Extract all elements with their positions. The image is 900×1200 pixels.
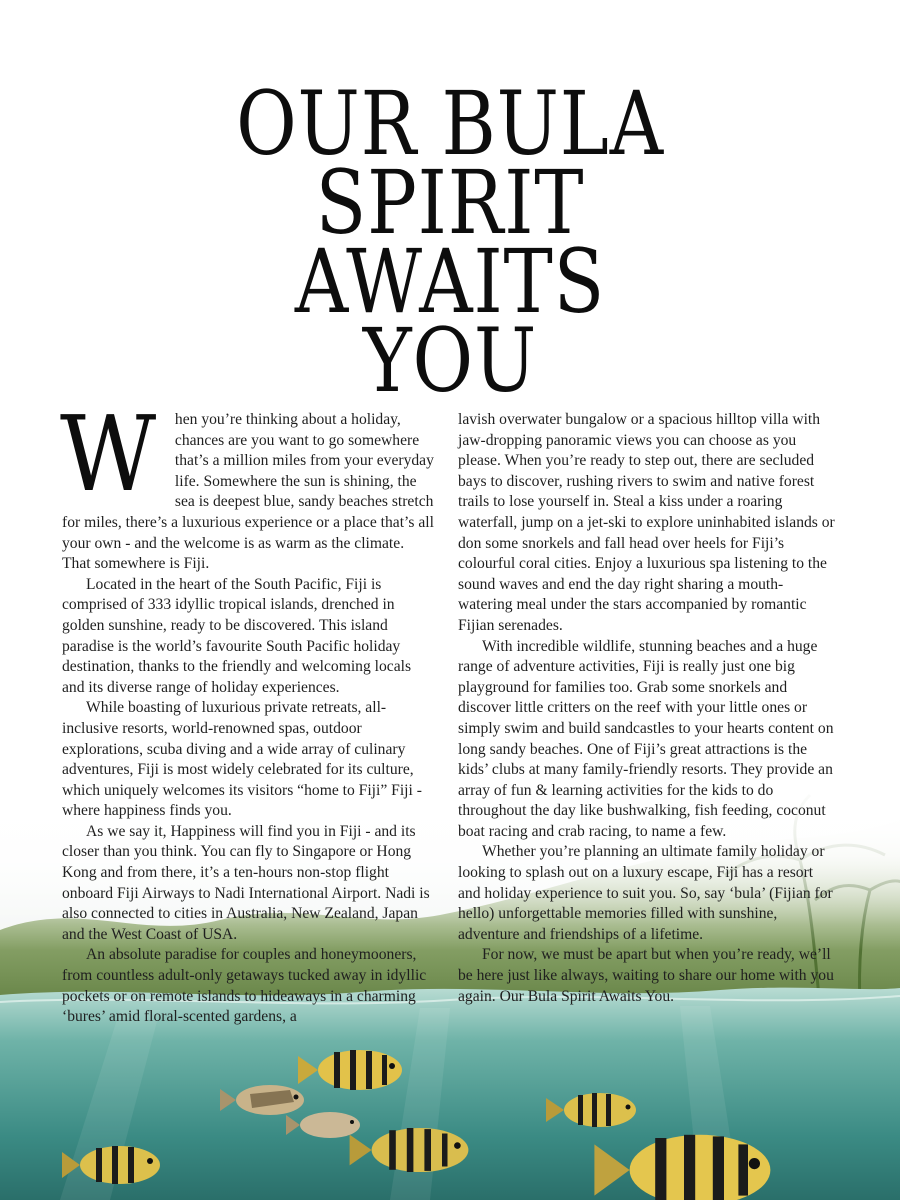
article-paragraph: While boasting of luxurious private retreats, all-inclusive resorts, world-renowned spas, outdoor explorations, scuba diving and a wide array of culinary adventures, Fiji is most widely celebrated for its culture, which uniquely welcomes its visitors “home to Fiji” Fiji - where happiness finds you.: [62, 699, 422, 820]
article-paragraph: Whether you’re planning an ultimate family holiday or looking to splash out on a luxury escape, Fiji has a resort and holiday experience to suit you. So, say ‘bula’ (Fijian for hello) unforgettable memories filled with sunshine, adventure and friendships of a lifetime.: [458, 843, 833, 943]
article-paragraph: Located in the heart of the South Pacific, Fiji is comprised of 333 idyllic tropical islands, drenched in golden sunshine, ready to be discovered. This island paradise is the world’s favourite South Pacific holiday destination, thanks to the friendly and welcoming locals and its diverse range of holiday experiences.: [62, 575, 412, 696]
drop-cap: W: [60, 393, 157, 515]
article-paragraph: lavish overwater bungalow or a spacious hilltop villa with jaw-dropping panoramic views you can choose as you please. When you’re ready to step out, there are secluded bays to discover, rushing rivers to swim and native forest trails to lose yourself in. Steal a kiss under a roaring waterfall, jump on a jet-ski to explore uninhabited islands or don some snorkels and fall head over heels for Fiji’s colourful coral cities. Enjoy a luxurious spa listening to the sound waves and end the day right sharing a mouth-watering meal under the stars accompanied by romantic Fijian serenades.: [458, 411, 835, 634]
article-column-left: [60, 393, 436, 1028]
article-paragraph: As we say it, Happiness will find you in Fiji - and its closer than you think. You can fly to Singapore or Hong Kong and from there, it’s a ten-hours non-stop flight onboard Fiji Airways to Nadi International Airport. Nadi is also connected to cities in Australia, New Zealand, Japan and the West Coast of USA.: [62, 822, 430, 943]
article-paragraph: An absolute paradise for couples and honeymooners, from countless adult-only getaways tucked away in idyllic pockets or on remote islands to hideaways in a charming ‘bures’ amid floral-scented gardens, a: [62, 946, 427, 1026]
headline-line-2: SPIRIT: [315, 151, 585, 254]
paragraph-text: hen you’re thinking about a holiday, chances are you want to go somewhere that’s a million miles from your everyday life. Somewhere the sun is shining, the sea is deepest blue, sandy beaches stretch for miles, there’s a luxurious experience or a place that’s all your own - and the welcome is as warm as the climate. That somewhere is Fiji.: [62, 411, 434, 573]
article-paragraph: With incredible wildlife, stunning beaches and a huge range of adventure activities, Fiji is really just one big playground for families too. Grab some snorkels and discover little critters on the reef with your little ones or simply swim and build sandcastles to your hearts content on long sandy beaches. One of Fiji’s great attractions is the kids’ clubs at many family-friendly resorts. They provide an array of fun & learning activities for the kids to do throughout the day like bushwalking, fish feeding, coconut boat racing and crab racing, to name a few.: [458, 637, 834, 840]
article-paragraph: For now, we must be apart but when you’re ready, we’ll be here just like always, waiting to share our home with you again. Our Bula Spirit Awaits You.: [458, 946, 834, 1005]
headline-line-4: YOU: [362, 309, 538, 412]
article-paragraph: [60, 393, 436, 575]
article-column-right: [458, 410, 836, 1007]
headline-line-1: OUR BULA: [236, 72, 664, 175]
headline: [0, 72, 900, 412]
headline-line-3: AWAITS: [294, 230, 606, 333]
